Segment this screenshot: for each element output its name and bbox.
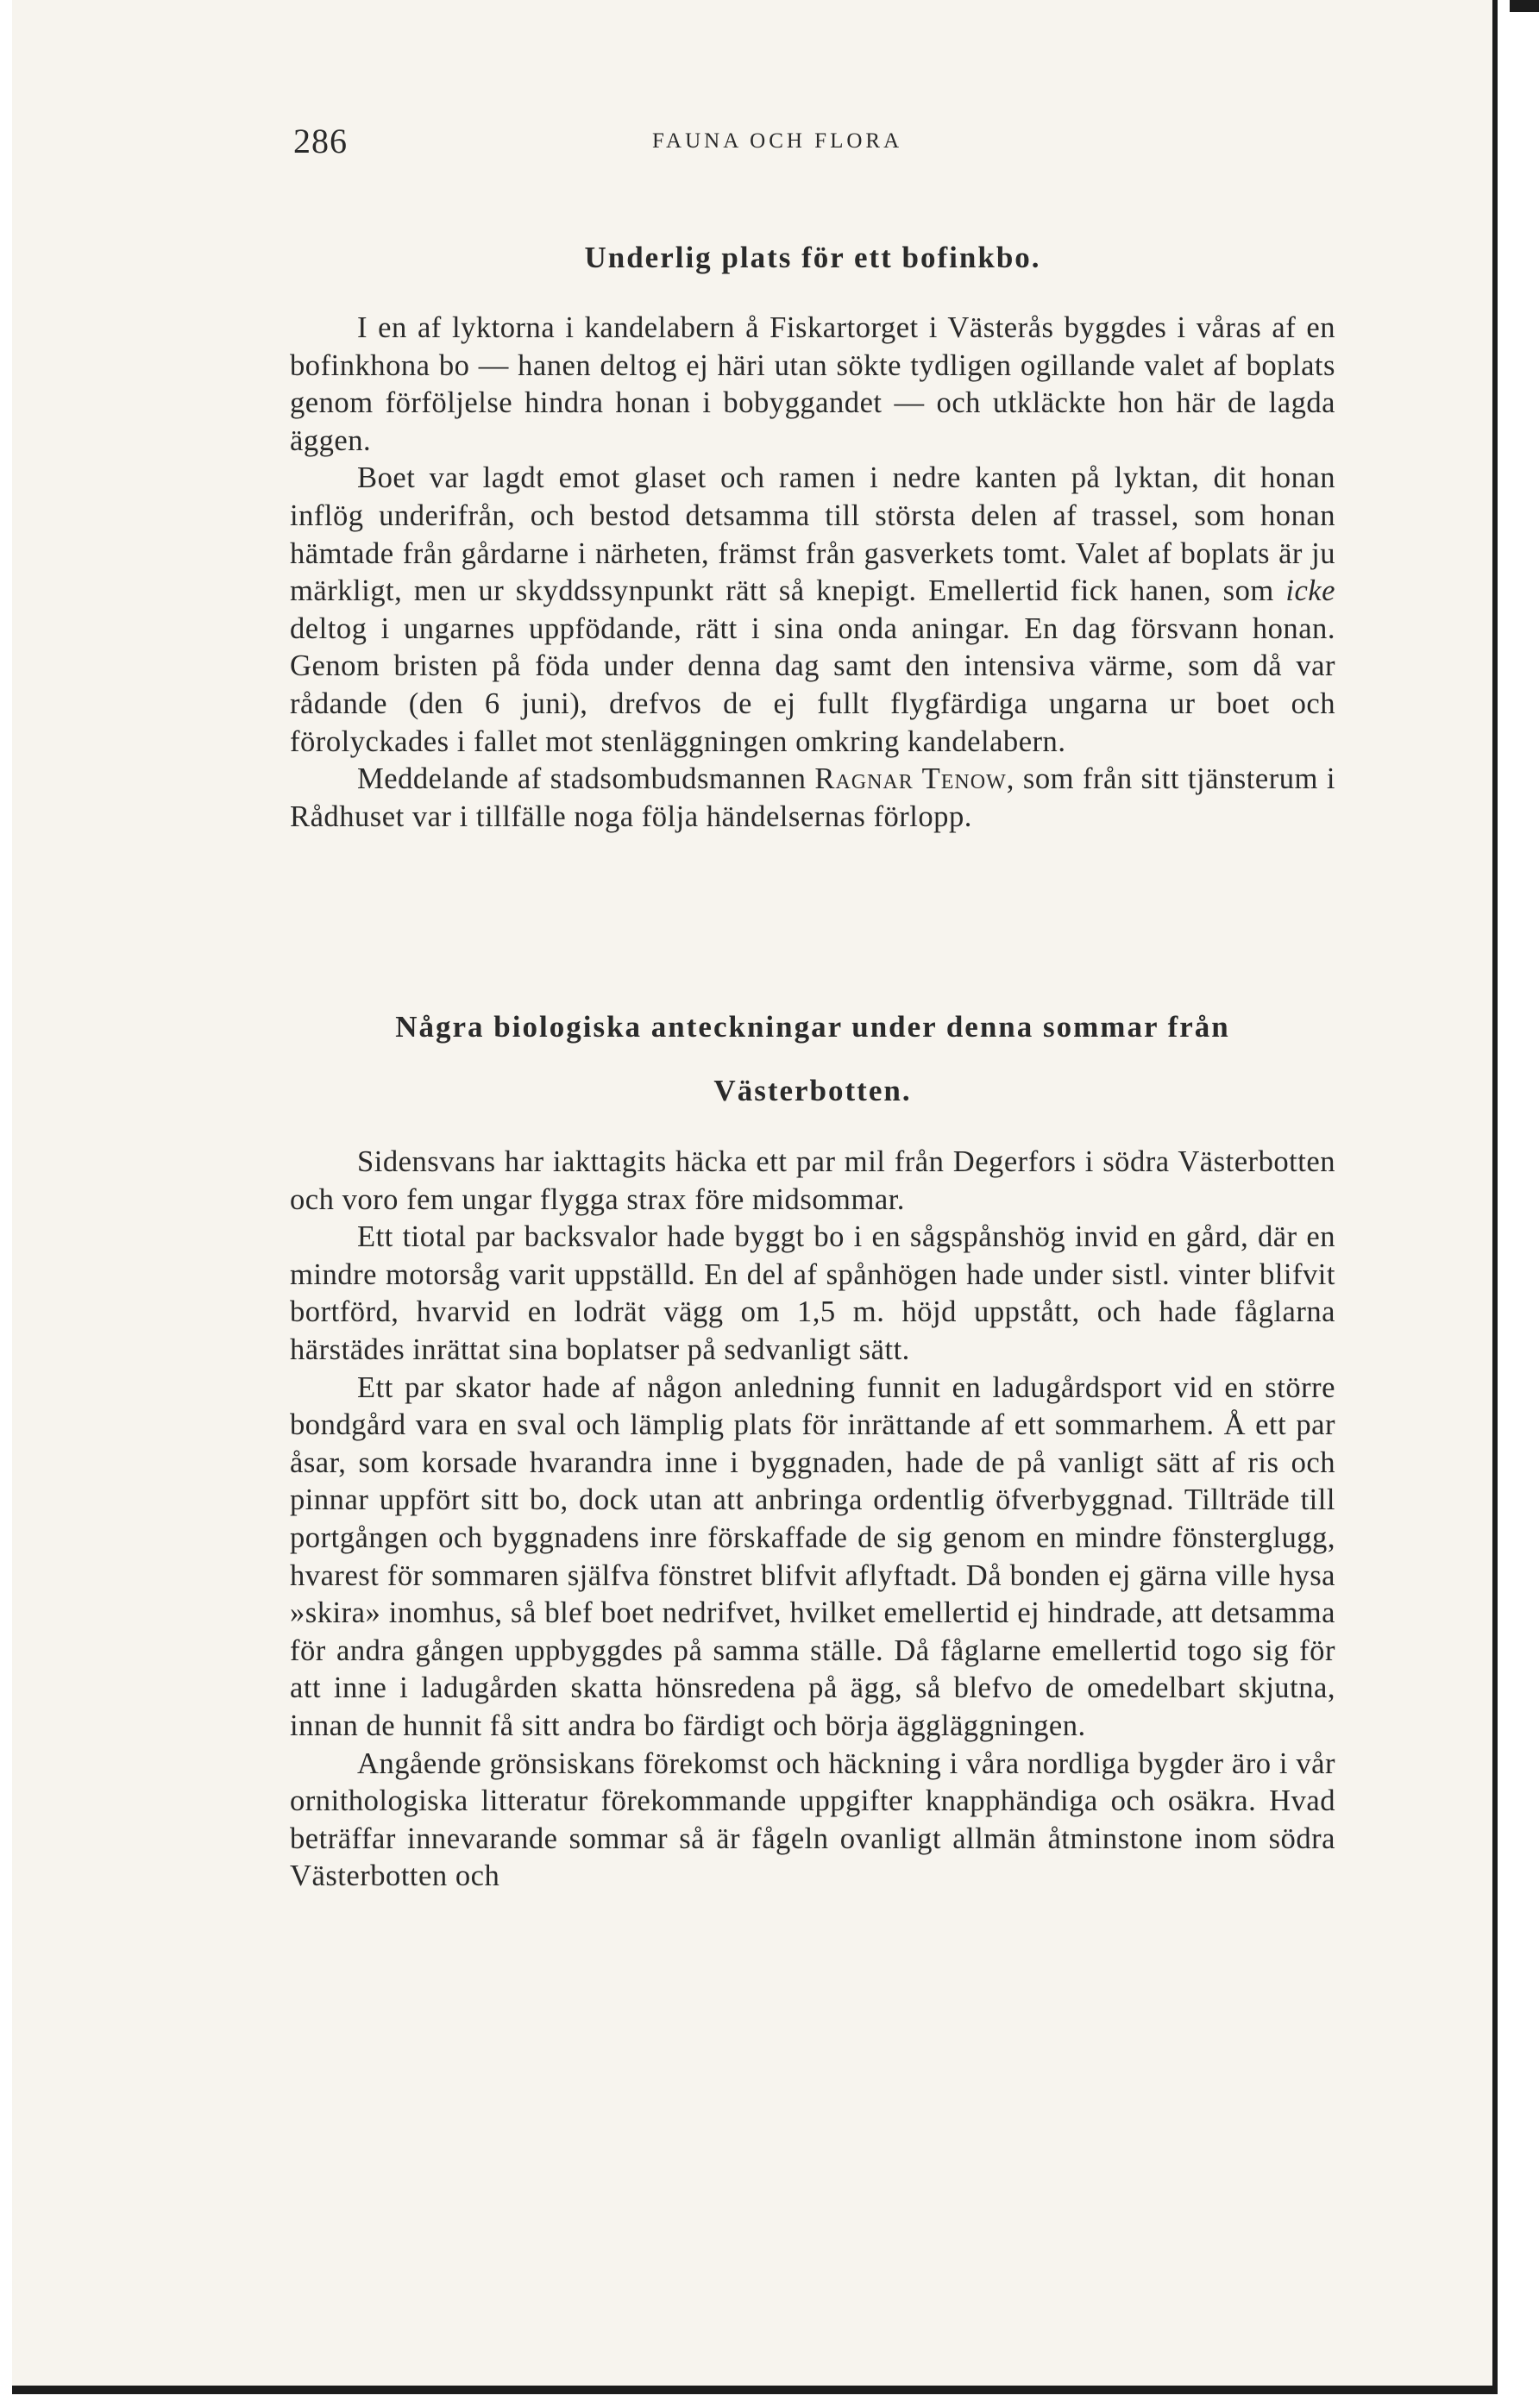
page-number: 286: [293, 122, 348, 160]
paragraph-text: deltog i ungarnes uppfödande, rätt i sina onda aningar. En dag försvann honan. Genom bristen på föda under denna dag samt den intensiva värme, som då var rådande (den 6 juni), drefvos de ej fullt flygfärdiga ungarna ur boet och förolyckades i fallet mot stenläggningen omkring kandelabern.: [290, 611, 1335, 758]
paragraph: Ett tiotal par backsvalor hade byggt bo i en sågspånshög invid en gård, där en mindre motorsåg varit uppställd. En del af spånhögen hade under sistl. vinter blifvit bortförd, hvarvid en lodrät vägg om 1,5 m. höjd uppstått, och hade fåglarna härstädes inrättat sina boplatser på sedvanligt sätt.: [290, 1220, 1335, 1366]
author-name: Ragnar Tenow: [814, 762, 1007, 796]
paragraph: I en af lyktorna i kandelabern å Fiskartorget i Västerås byggdes i våras af en bofinkhona bo — hanen deltog ej häri utan sökte tydligen ogillande valet af boplats genom förföljelse hindra honan i bobyggandet — och utkläckte hon här de lagda äggen.: [290, 311, 1335, 457]
paragraph: Angående grönsiskans förekomst och häckning i våra nordliga bygder äro i vår ornithologiska litteratur förekommande uppgifter knapphändiga och osäkra. Hvad beträffar innevarande sommar så är fågeln ovanligt allmän åtminstone inom södra Västerbotten och: [290, 1746, 1335, 1893]
paragraph: [290, 761, 1335, 836]
article-body: [290, 310, 1335, 836]
article-body: [290, 1144, 1335, 1896]
paragraph: Ett par skator hade af någon anledning funnit en ladugårdsport vid en större bondgård vara en sval och lämplig plats för inrättande af ett sommarhem. Å ett par åsar, som korsade hvarandra inne i byggnaden, hade de på vanligt sätt af ris och pinnar uppfört sitt bo, dock utan att anbringa ordentlig öfverbyggnad. Tillträde till portgången och byggnadens inre förskaffade de sig genom en mindre fönsterglugg, hvarest för sommaren själfva fönstret blifvit aflyftadt. Då bonden ej gärna ville hysa »skira» inomhus, så blef boet nedrifvet, hvilket emellertid ej hindrade, att detsamma för andra gången uppbyggdes på samma ställe. Då fåglarne emellertid togo sig för att inne i ladugården skatta hönsredena på ägg, så blefvo de omedelbart skjutna, innan de hunnit få sitt andra bo färdigt och börja äggläggningen.: [290, 1370, 1335, 1742]
paragraph-text: , som från sitt tjänsterum i Rådhuset var i tillfälle noga följa händelsernas förlopp.: [290, 762, 1335, 833]
article-title-line: Några biologiska anteckningar under denna sommar från: [395, 1010, 1230, 1044]
paragraph-text: Meddelande af stadsombudsmannen: [357, 762, 807, 796]
paragraph-text: Boet var lagdt emot glaset och ramen i nedre kanten på lyktan, dit honan inflög underifrån, och bestod detsamma till största delen af trassel, som honan hämtade från gårdarne i närheten, främst från gasverkets tomt. Valet af boplats är ju märkligt, men ur skyddssynpunkt rätt så knepigt. Emellertid fick hanen, som: [290, 461, 1335, 608]
article-title: [290, 995, 1335, 1123]
article-bofinkbo: [290, 226, 1335, 836]
article-vasterbotten: [290, 995, 1335, 1896]
running-head: [0, 121, 1539, 164]
paragraph: Sidensvans har iakttagits häcka ett par mil från Degerfors i södra Västerbotten och voro fem ungar flygga strax före midsommar.: [290, 1145, 1335, 1216]
paragraph: [290, 460, 1335, 761]
article-title: Underlig plats för ett bofinkbo.: [584, 241, 1041, 274]
running-title: FAUNA OCH FLORA: [652, 129, 903, 153]
article-title-line: Västerbotten.: [713, 1074, 912, 1107]
emphasis-text: icke: [1285, 574, 1335, 608]
scan-border: [1510, 0, 1539, 12]
